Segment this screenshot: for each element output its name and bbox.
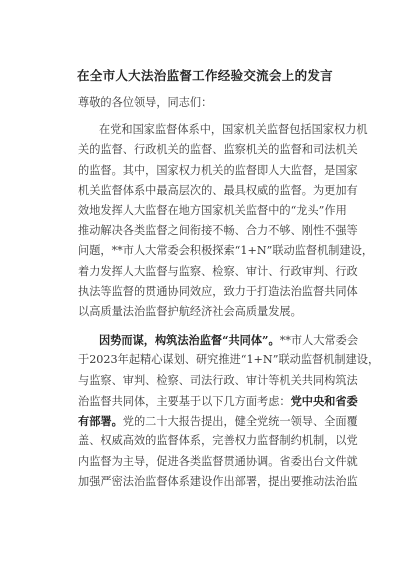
paragraph2-text: **市人大常委会: [279, 334, 359, 347]
section-heading: 因势而谋，构筑法治监督“共同体”。: [99, 333, 280, 347]
paragraph1-line: 推动解决各类监督之间衔接不畅、合力不够、刚性不强等: [78, 224, 358, 237]
document-title: 在全市人大法治监督工作经验交流会上的发言: [76, 68, 333, 83]
paragraph2-line: [99, 333, 358, 348]
paragraph2-line: 与监察、审判、检察、司法行政、审计等机关共同构筑法: [78, 374, 358, 387]
paragraph2-line: 于2023年起精心谋划、研究推进“1+N”联动监督机制建设，: [78, 353, 380, 366]
paragraph1-line: 关的监督、行政机关的监督、监察机关的监督和司法机关: [78, 143, 358, 156]
paragraph1-line: 的监督。其中，国家权力机关的监督即人大监督，是国家: [78, 164, 358, 177]
paragraph2-line: 盖、权威高效的监督体系，完善权力监督制约机制，以党: [78, 434, 358, 447]
paragraph2-line: [78, 414, 358, 429]
paragraph2-text: 治监督共同体，主要基于以下几方面考虑：: [78, 395, 291, 408]
paragraph2-text: 党的二十大报告提出，健全党统一领导、全面覆: [122, 415, 358, 428]
paragraph1-line: 问题，**市人大常委会积极探索“1+N”联动监督机制建设，: [78, 244, 374, 257]
salutation: 尊敬的各位领导，同志们：: [78, 96, 213, 109]
point-heading: 党中央和省委: [290, 394, 358, 408]
paragraph1-line: 效地发挥人大监督在地方国家机关监督中的“龙头”作用: [78, 204, 347, 217]
paragraph2-line: 内监督为主导，促进各类监督贯通协调。省委出台文件就: [78, 455, 358, 468]
paragraph1-line: 机关监督体系中最高层次的、最具权威的监督。为更加有: [78, 184, 358, 197]
paragraph1-line: 执法等监督的贯通协同效应，致力于打造法治监督共同体: [78, 285, 358, 298]
paragraph1-line: 以高质量法治监督护航经济社会高质量发展。: [78, 305, 302, 318]
paragraph2-line: 加强严密法治监督体系建设作出部署，提出要推动法治监: [78, 475, 358, 488]
paragraph1-line: 在党和国家监督体系中，国家机关监督包括国家权力机: [99, 123, 368, 136]
point-heading: 有部署。: [78, 414, 123, 428]
paragraph2-line: [78, 394, 358, 409]
paragraph1-line: 着力发挥人大监督与监察、检察、审计、行政审判、行政: [78, 265, 358, 278]
